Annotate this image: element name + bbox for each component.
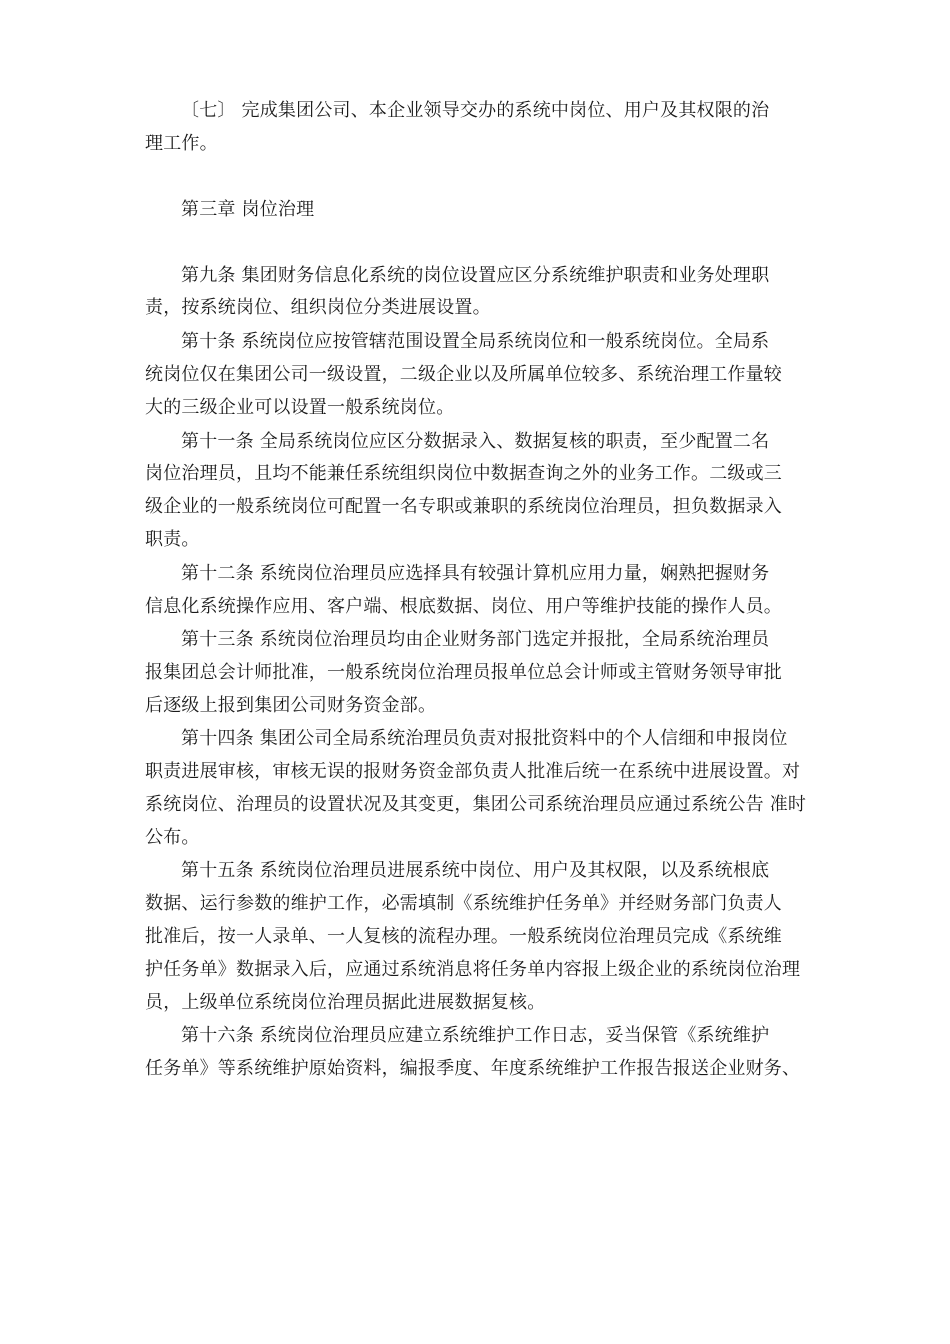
article-11-line-4: 职责。: [145, 529, 200, 550]
article-15-line-3: 批准后，按一人录单、一人复核的流程办理。一般系统岗位治理员完成《系统维: [145, 926, 782, 947]
article-13-line-3: 后逐级上报到集团公司财务资金部。: [145, 695, 437, 716]
article-16-line-2: 任务单》等系统维护原始资料，编报季度、年度系统维护工作报告报送企业财务、: [145, 1058, 801, 1079]
article-15-line-5: 员，上级单位系统岗位治理员据此进展数据复核。: [145, 992, 546, 1013]
article-9-line-1: 第九条 集团财务信息化系统的岗位设置应区分系统维护职责和业务处理职: [181, 265, 770, 286]
article-11-line-2: 岗位治理员，且均不能兼任系统组织岗位中数据查询之外的业务工作。二级或三: [145, 463, 782, 484]
article-15-line-4: 护任务单》数据录入后，应通过系统消息将任务单内容报上级企业的系统岗位治理: [145, 959, 801, 980]
article-15-line-2: 数据、运行参数的维护工作，必需填制《系统维护任务单》并经财务部门负责人: [145, 893, 782, 914]
article-10-line-1: 第十条 系统岗位应按管辖范围设置全局系统岗位和一般系统岗位。全局系: [181, 331, 770, 352]
article-13-line-1: 第十三条 系统岗位治理员均由企业财务部门选定并报批，全局系统治理员: [181, 629, 770, 650]
item-7-line-1: 〔七〕 完成集团公司、本企业领导交办的系统中岗位、用户及其权限的治: [181, 100, 770, 121]
article-10-line-3: 大的三级企业可以设置一般系统岗位。: [145, 397, 455, 418]
article-12-line-1: 第十二条 系统岗位治理员应选择具有较强计算机应用力量，娴熟把握财务: [181, 563, 770, 584]
article-14-line-1: 第十四条 集团公司全局系统治理员负责对报批资料中的个人信细和申报岗位: [181, 728, 788, 749]
chapter-heading: 第三章 岗位治理: [181, 199, 315, 220]
article-11-line-1: 第十一条 全局系统岗位应区分数据录入、数据复核的职责，至少配置二名: [181, 431, 770, 452]
article-15-line-1: 第十五条 系统岗位治理员进展系统中岗位、用户及其权限，以及系统根底: [181, 860, 770, 881]
article-10-line-2: 统岗位仅在集团公司一级设置，二级企业以及所属单位较多、系统治理工作量较: [145, 364, 782, 385]
article-13-line-2: 报集团总会计师批准，一般系统岗位治理员报单位总会计师或主管财务领导审批: [145, 662, 782, 683]
article-11-line-3: 级企业的一般系统岗位可配置一名专职或兼职的系统岗位治理员，担负数据录入: [145, 496, 782, 517]
article-16-line-1: 第十六条 系统岗位治理员应建立系统维护工作日志，妥当保管《系统维护: [181, 1025, 770, 1046]
article-9-line-2: 责，按系统岗位、组织岗位分类进展设置。: [145, 297, 491, 318]
article-14-line-3: 系统岗位、治理员的设置状况及其变更，集团公司系统治理员应通过系统公告 准时: [145, 794, 807, 815]
item-7-line-2: 理工作。: [145, 133, 218, 154]
article-14-line-4: 公布。: [145, 827, 200, 848]
article-14-line-2: 职责进展审核，审核无误的报财务资金部负责人批准后统一在系统中进展设置。对: [145, 761, 801, 782]
article-12-line-2: 信息化系统操作应用、客户端、根底数据、岗位、用户等维护技能的操作人员。: [145, 596, 782, 617]
